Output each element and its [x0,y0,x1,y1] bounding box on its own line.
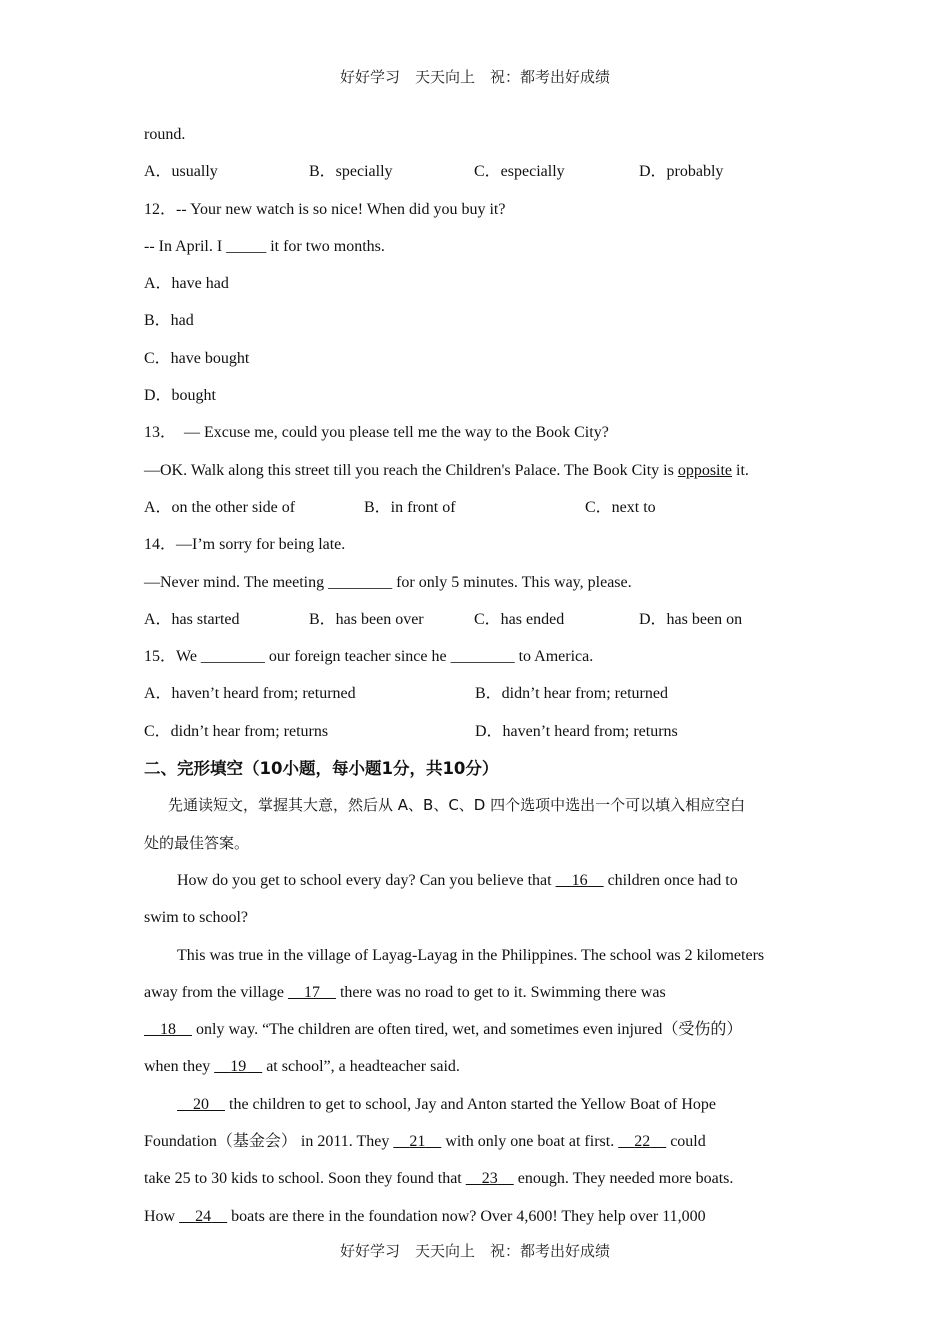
q11-tail: round. [144,126,186,143]
blank-16 [556,872,604,889]
q13-answer-post: it. [732,461,749,479]
q13-option-c: C．next to [585,498,656,516]
passage-line-1 [144,868,809,905]
q13-option-a: A．on the other side of [144,498,296,516]
q15-option-d: D．haven’t heard from; returns [475,722,678,740]
passage-line-8 [144,1129,809,1166]
q13-underlined-word: opposite [677,461,733,479]
q14-option-a: A．has started [144,610,240,628]
q15-options-row2 [144,719,809,756]
blank-24 [179,1208,227,1225]
passage-line-5 [144,1017,809,1054]
q14-question: 14．—I’m sorry for being late. [144,536,346,554]
q15-option-a: A．haven’t heard from; returned [144,685,356,703]
document-body [144,122,809,1241]
passage-text: away from the village [144,983,288,1001]
passage-text: take 25 to 30 kids to school. Soon they found that [144,1170,466,1188]
passage-line-3: This was true in the village of Layag-Layag in the Philippines. The school was 2 kilometers [177,946,765,964]
section-2-instructions-line2: 处的最佳答案。 [144,833,250,852]
blank-number-16: 16 [571,871,588,889]
q15-question: 15．We ________ our foreign teacher since he ________ to America. [144,648,594,666]
passage-text: could [666,1133,706,1151]
q14-options [144,607,809,644]
q14-answer-line: —Never mind. The meeting ________ for only 5 minutes. This way, please. [144,573,632,591]
passage-line-4 [144,980,809,1017]
passage-text: the children to get to school, Jay and Anton started the Yellow Boat of Hope [225,1095,717,1113]
q12-option-c: C．have bought [144,349,250,367]
passage-text: when they [144,1058,215,1076]
q15-options-row1 [144,681,809,718]
passage-text: with only one boat at first. [441,1133,619,1151]
q13-answer-line [144,458,809,495]
blank-number-22: 22 [634,1133,651,1151]
page-header: 好好学习 天天向上 祝：都考出好成绩 [339,68,610,86]
q11-option-c: C．especially [474,163,565,181]
passage-line-6 [144,1054,809,1091]
blank-number-19: 19 [230,1058,247,1076]
passage-text: Foundation（基金会） in 2011. They [144,1133,394,1151]
q11-options [144,159,809,196]
section-2-title: 二、完形填空（10小题，每小题1分，共10分） [144,759,499,779]
passage-text: How do you get to school every day? Can you believe that [177,871,556,889]
passage-line-10 [144,1204,809,1241]
passage-line-9 [144,1166,809,1203]
section-2-instructions-line1: 先通读短文，掌握其大意，然后从 A、B、C、D 四个选项中选出一个可以填入相应空白 [168,796,746,815]
blank-19 [214,1058,262,1075]
blank-17 [288,984,336,1001]
q12-question: 12．-- Your new watch is so nice! When did you buy it? [144,200,506,218]
passage-text: at school”, a headteacher said. [262,1058,460,1076]
q12-option-d: D．bought [144,387,217,405]
blank-20 [177,1096,225,1113]
passage-text: only way. “The children are often tired, wet, and sometimes even injured（受伤的） [192,1021,743,1039]
q13-options [144,495,809,532]
blank-21 [393,1133,441,1150]
blank-18 [144,1021,192,1038]
blank-number-20: 20 [193,1095,209,1113]
passage-text: children once had to [603,871,738,889]
page-footer: 好好学习 天天向上 祝：都考出好成绩 [339,1242,610,1260]
q15-option-c: C．didn’t hear from; returns [144,722,329,740]
q11-option-d: D．probably [639,163,724,181]
blank-number-23: 23 [481,1170,498,1188]
q13-option-b: B．in front of [364,498,456,516]
blank-number-18: 18 [160,1021,176,1039]
blank-22 [618,1133,666,1150]
passage-text: enough. They needed more boats. [513,1170,734,1188]
q15-option-b: B．didn’t hear from; returned [475,685,668,703]
passage-line-7 [144,1092,809,1129]
q14-option-b: B．has been over [309,610,424,628]
blank-number-17: 17 [303,983,320,1001]
passage-line-2: swim to school? [144,909,248,927]
blank-23 [466,1170,514,1187]
q14-option-d: D．has been on [639,610,743,628]
q14-option-c: C．has ended [474,610,565,628]
passage-text: there was no road to get to it. Swimming there was [335,983,666,1001]
blank-number-24: 24 [195,1207,212,1225]
q13-answer-pre: —OK. Walk along this street till you reach the Children's Palace. The Book City is [144,461,678,479]
passage-text: boats are there in the foundation now? Over 4,600! They help over 11,000 [227,1207,706,1225]
q12-option-b: B．had [144,312,194,330]
q13-question: 13． — Excuse me, could you please tell me the way to the Book City? [144,424,609,442]
q12-answer-line: -- In April. I _____ it for two months. [144,237,385,255]
passage-text: How [144,1207,180,1225]
q11-option-a: A．usually [144,163,218,181]
q12-option-a: A．have had [144,275,229,293]
blank-number-21: 21 [409,1133,426,1151]
q11-option-b: B．specially [309,163,393,181]
